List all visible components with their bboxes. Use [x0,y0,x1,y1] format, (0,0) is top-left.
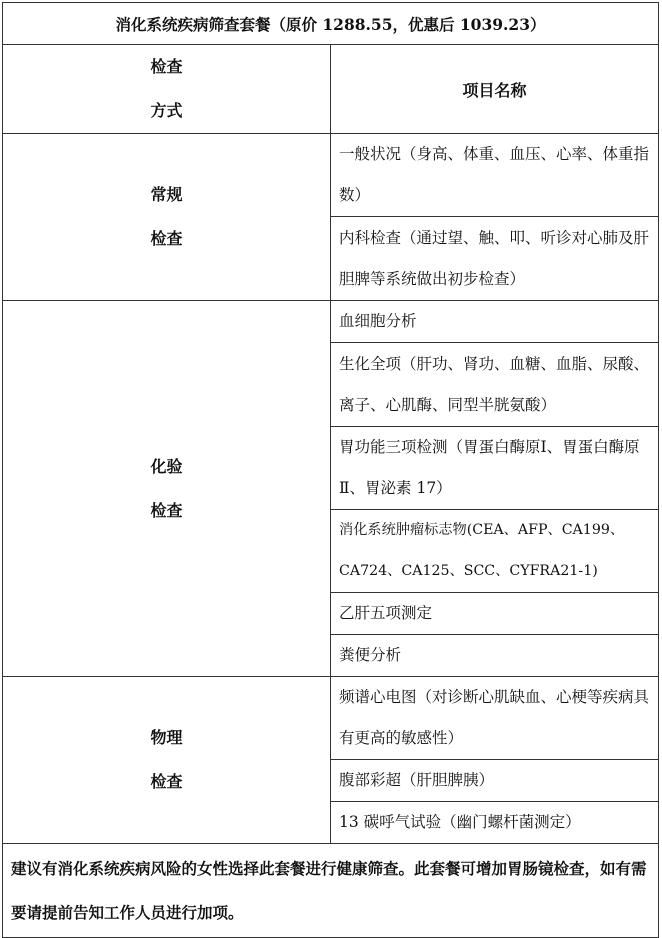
exam-item: 生化全项（肝功、肾功、血糖、血脂、尿酸、离子、心肌酶、同型半胱氨酸） [331,343,659,427]
exam-item: 胃功能三项检测（胃蛋白酶原Ⅰ、胃蛋白酶原Ⅱ、胃泌素 17） [331,427,659,510]
recommendation-note: 建议有消化系统疾病风险的女性选择此套餐进行健康筛查。此套餐可增加胃肠镜检查，如有需要请提前告知工作人员进行加项。 [3,844,659,938]
exam-item: 13 碳呼气试验（幽门螺杆菌测定） [331,802,659,844]
category-lab-tests [3,301,331,677]
exam-item: 消化系统肿瘤标志物(CEA、AFP、CA199、CA724、CA125、SCC、CYFRA21-1) [331,510,659,593]
header-exam-method-line1: 检查 [150,57,183,76]
exam-package-table [2,2,659,938]
exam-item: 乙肝五项测定 [331,593,659,635]
category-routine-line1: 常规 [150,185,183,204]
category-physical-exam [3,677,331,844]
category-routine-line2: 检查 [150,229,183,248]
category-physical-line1: 物理 [150,728,183,747]
exam-item: 一般状况（身高、体重、血压、心率、体重指数） [331,134,659,217]
header-exam-method [3,45,331,134]
exam-item: 内科检查（通过望、触、叩、听诊对心肺及肝胆脾等系统做出初步检查） [331,217,659,301]
exam-item: 频谱心电图（对诊断心肌缺血、心梗等疾病具有更高的敏感性） [331,677,659,760]
exam-item: 腹部彩超（肝胆脾胰） [331,760,659,802]
header-item-name: 项目名称 [331,45,659,134]
exam-item: 粪便分析 [331,635,659,677]
category-lab-line1: 化验 [150,456,183,476]
category-routine-exam [3,134,331,301]
exam-item: 血细胞分析 [331,301,659,343]
package-title: 消化系统疾病筛查套餐（原价 1288.55，优惠后 1039.23） [3,3,659,45]
category-physical-line2: 检查 [150,772,183,791]
category-lab-line2: 检查 [150,500,183,520]
header-exam-method-line2: 方式 [150,101,183,120]
